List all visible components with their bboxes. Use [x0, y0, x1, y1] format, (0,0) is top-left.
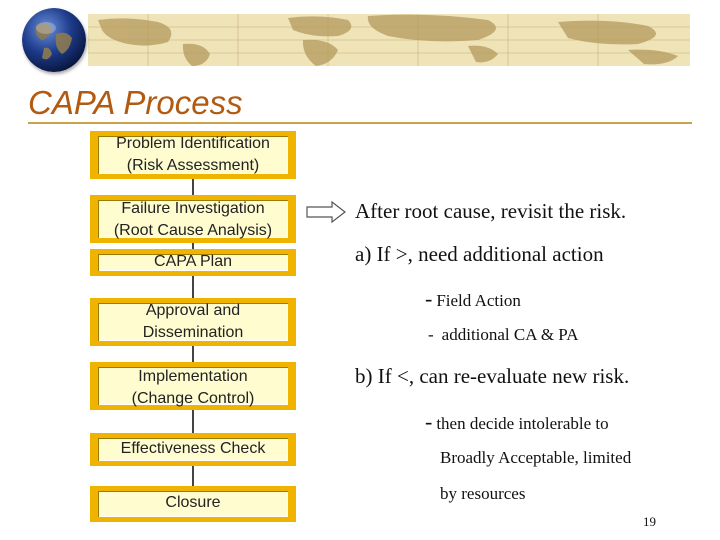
step-sublabel: (Root Cause Analysis)	[113, 222, 273, 239]
step-label: Effectiveness Check	[120, 440, 266, 457]
slide-title: CAPA Process	[28, 84, 243, 121]
step-capa-plan	[90, 249, 296, 276]
step-label: Implementation	[138, 368, 248, 385]
flow-connector	[192, 276, 194, 298]
title-divider	[28, 122, 692, 124]
bullet-dash: -	[428, 325, 434, 344]
header-map-banner	[88, 14, 690, 66]
step-sublabel: (Change Control)	[131, 390, 255, 407]
step-implementation	[90, 362, 296, 410]
note-text: Field Action	[436, 291, 521, 310]
page-number: 19	[643, 514, 656, 529]
bullet-dash: -	[425, 409, 433, 434]
step-sublabel: (Risk Assessment)	[126, 157, 260, 174]
flow-connector	[192, 179, 194, 195]
note-a-item-additional	[428, 325, 578, 345]
step-effectiveness-check	[90, 433, 296, 466]
step-sublabel: Dissemination	[142, 324, 244, 341]
note-text: then decide intolerable to	[436, 414, 609, 433]
note-b: b) If <, can re-evaluate new risk.	[355, 364, 630, 388]
note-b-item-decide	[425, 409, 609, 435]
step-label: Failure Investigation	[121, 200, 265, 217]
flow-connector	[192, 346, 194, 362]
note-a-item-field-action	[425, 286, 521, 312]
bullet-dash: -	[425, 286, 433, 311]
flow-connector	[192, 466, 194, 486]
step-label: CAPA Plan	[154, 253, 232, 270]
flow-connector	[192, 410, 194, 433]
globe-icon	[22, 8, 86, 72]
step-label: Problem Identification	[116, 135, 270, 152]
step-closure	[90, 486, 296, 522]
step-label: Closure	[165, 494, 221, 511]
step-problem-identification	[90, 131, 296, 179]
step-failure-investigation	[90, 195, 296, 243]
step-label: Approval and	[145, 302, 241, 319]
right-arrow-icon	[306, 201, 346, 223]
step-approval-dissemination	[90, 298, 296, 346]
note-b-continuation: Broadly Acceptable, limited	[440, 448, 632, 467]
note-main: After root cause, revisit the risk.	[355, 199, 627, 223]
note-text: additional CA & PA	[441, 325, 579, 344]
note-a: a) If >, need additional action	[355, 242, 604, 266]
note-b-continuation: by resources	[440, 484, 526, 503]
